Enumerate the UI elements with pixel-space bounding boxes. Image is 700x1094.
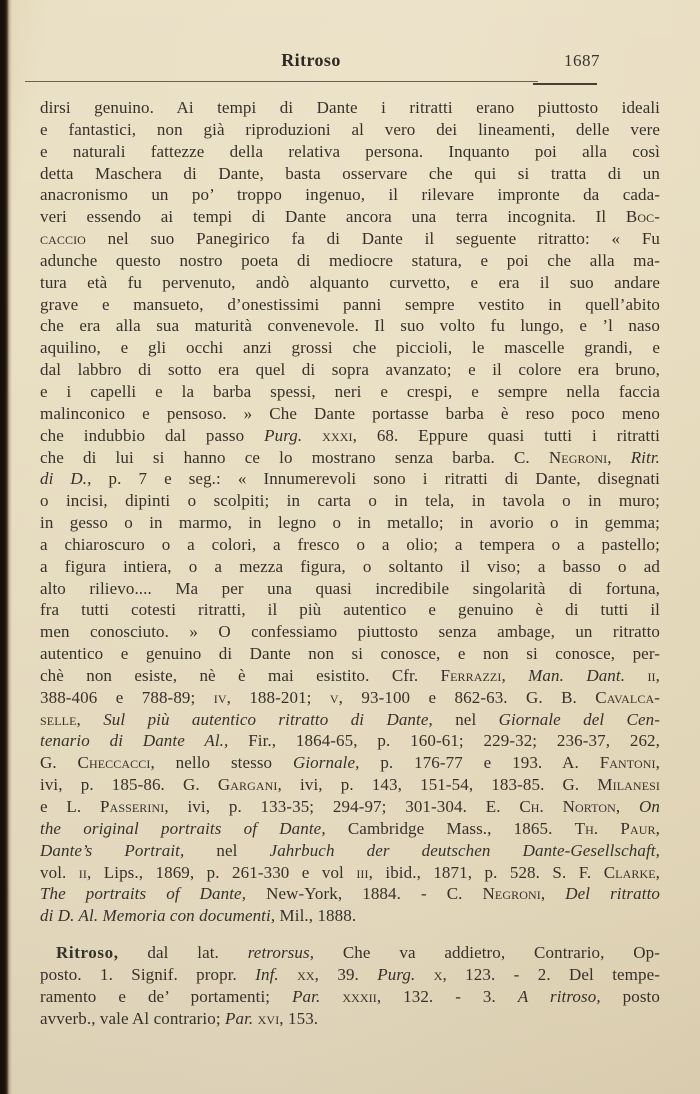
text-line — [40, 840, 660, 862]
text-line — [40, 796, 660, 818]
text-segment: p. 7 e seg.: « Innumerevoli sono i ritratti di Dante, disegnati — [91, 469, 660, 489]
text-segment: Milanesi — [597, 775, 660, 795]
text-line — [40, 119, 660, 141]
text-line — [40, 665, 660, 687]
text-segment: Fantoni — [599, 753, 656, 773]
text-segment: , — [655, 818, 660, 838]
page-binding-edge — [0, 0, 12, 1094]
page-number: 1687 — [564, 51, 600, 70]
text-segment: adunche questo nostro poeta di mediocre statura, e poi che alla ma- — [40, 250, 660, 270]
text-segment: , — [615, 797, 640, 816]
text-segment: men conosciuto. » O confessiamo piuttosto senza ambage, un ritratto — [40, 622, 660, 642]
text-segment: Par. — [292, 986, 321, 1006]
text-segment: xxxi — [322, 425, 353, 445]
text-line — [40, 774, 660, 796]
text-segment: , ivi, p. 143, 151-54, 183-85. G. — [277, 775, 598, 795]
text-segment — [279, 965, 297, 984]
text-line — [40, 752, 660, 774]
text-segment: , 93-100 e 862-63. G. B. — [338, 687, 596, 707]
text-segment: nel — [184, 840, 270, 860]
text-segment: e L. — [40, 797, 100, 816]
text-segment: , — [655, 753, 660, 773]
text-segment: iii — [356, 862, 369, 882]
text-line — [40, 643, 660, 665]
text-segment: Giornale del Cen- — [498, 709, 660, 729]
text-segment: Ferrazzi — [440, 665, 502, 685]
header-rule-segment — [533, 83, 597, 85]
text-segment: dal labbro di sotto era quel di sopra avanzato; e il colore era bruno, — [40, 360, 660, 380]
text-line — [40, 141, 660, 163]
text-segment: , 188-201; — [226, 687, 330, 707]
text-segment: Ritr. — [630, 447, 661, 467]
paragraph — [40, 97, 660, 927]
text-line — [40, 403, 660, 425]
text-line — [40, 315, 660, 337]
text-segment: selle — [40, 709, 77, 729]
text-segment — [320, 987, 342, 1006]
text-segment: grave e mansueto, d’onestissimi panni sempre vestito in quell’abito — [40, 294, 660, 314]
text-segment: Negroni — [548, 447, 608, 467]
text-segment: , — [540, 884, 566, 904]
text-segment: dirsi genuino. Ai tempi di Dante i ritratti erano piuttosto ideali — [40, 98, 660, 117]
text-segment: che indubbio dal passo — [40, 425, 265, 445]
text-segment: Dante’s Portrait, — [40, 840, 185, 860]
text-line — [40, 294, 660, 316]
text-segment: G. — [40, 753, 78, 773]
paragraph — [40, 942, 660, 1029]
text-segment: ii — [78, 862, 87, 882]
text-line — [40, 490, 660, 512]
text-segment: Ch. Norton — [519, 797, 616, 816]
text-segment: Purg. — [377, 964, 416, 984]
text-line — [40, 621, 660, 643]
text-segment: 388-406 e 788-89; — [40, 687, 214, 707]
text-segment: nel — [432, 709, 499, 729]
text-segment: Che va addietro, Contrario, Op- — [314, 943, 661, 963]
text-segment: e naturali fattezze della relativa persona. Inquanto poi alla così — [40, 141, 660, 161]
text-segment: Cavalca- — [595, 687, 660, 707]
text-segment: Mil., 1888. — [275, 906, 357, 926]
text-line — [40, 964, 660, 986]
text-segment: , ivi, p. 133-35; 294-97; 301-304. E. — [164, 797, 520, 816]
text-line — [40, 986, 660, 1008]
text-segment: alto rilievo.... Ma per una quasi incredibile singolarità di fortuna, — [40, 578, 660, 598]
text-segment: autentico e genuino di Dante non si conosce, e non si conosce, per- — [40, 644, 660, 664]
text-segment: Gargani — [217, 775, 278, 795]
text-segment: Negroni — [482, 884, 541, 904]
page-text — [40, 97, 660, 1029]
text-line — [40, 862, 660, 884]
text-line — [40, 942, 660, 964]
text-line — [40, 556, 660, 578]
text-line — [40, 97, 660, 119]
text-segment: , 68. Eppure quasi tutti i ritratti — [352, 425, 661, 445]
text-segment: a figura intiera, o a mezza figura, o soltanto il viso; a basso o ad — [40, 556, 660, 576]
text-segment: On — [639, 797, 660, 816]
text-segment: nel suo Panegirico fa di Dante il seguente ritratto: « Fu — [85, 229, 660, 249]
text-line — [40, 578, 660, 600]
text-line — [40, 709, 660, 731]
text-segment: xx — [297, 964, 315, 984]
text-line — [40, 337, 660, 359]
text-segment — [302, 426, 322, 445]
text-line — [40, 599, 660, 621]
text-segment: Th. Paur — [574, 818, 656, 838]
text-segment: Del ritratto — [565, 884, 660, 904]
text-segment: Sul più autentico ritratto di Dante, — [103, 709, 433, 729]
text-segment: e fantastici, non già riproduzioni al vero dei lineamenti, delle vere — [40, 119, 660, 139]
text-line — [40, 250, 660, 272]
text-segment: posto. 1. Signif. propr. — [40, 964, 256, 984]
text-line — [40, 272, 660, 294]
text-segment: in gesso o in marmo, in legno o in metallo; in avorio o in gemma; — [40, 513, 660, 533]
text-segment: chè non esiste, nè è mai esistito. Cfr. — [40, 665, 441, 685]
text-segment — [415, 965, 433, 984]
text-segment: ramento e de’ portamenti; — [40, 986, 293, 1006]
text-segment: , — [655, 862, 660, 882]
text-segment — [625, 666, 647, 685]
text-segment: Purg. — [264, 425, 303, 445]
text-segment: Inf. — [255, 964, 279, 984]
text-segment: veri essendo ai tempi di Dante ancora una terra incognita. Il — [40, 207, 626, 227]
text-line — [40, 184, 660, 206]
text-segment: a chiaroscuro o a colori, a fresco o a olio; a tempera o a pastello; — [40, 534, 660, 554]
text-line — [40, 534, 660, 556]
text-segment: New-York, 1884. - C. — [246, 884, 483, 904]
text-segment: , 132. - 3. — [376, 986, 518, 1006]
text-segment: malinconico e pensoso. » Che Dante portasse barba è reso poco meno — [40, 403, 660, 423]
text-segment: fra tutti cotesti ritratti, il più autentico e genuino è di tutti il — [40, 600, 660, 620]
text-line — [40, 687, 660, 709]
text-segment: Fir., 1864-65, p. 160-61; 229-32; 236-37, 262, — [228, 731, 660, 751]
text-segment: che di lui si hanno ce lo mostrano senza barba. C. — [40, 447, 549, 467]
text-segment: Passerini — [100, 797, 165, 816]
text-segment: che era alla sua maturità convenevole. Il suo volto fu lungo, e ’l naso — [40, 316, 660, 336]
text-segment: Boc- — [625, 207, 660, 227]
text-segment: ivi, p. 185-86. G. — [40, 775, 218, 795]
text-segment: tura età fu pervenuto, andò alquanto curvetto, e era il suo andare — [40, 272, 660, 292]
text-line — [40, 359, 660, 381]
text-line — [40, 1008, 660, 1030]
text-segment: tenario di Dante Al., — [40, 731, 229, 751]
text-segment: Man. Dant. — [528, 665, 626, 685]
text-line — [40, 228, 660, 250]
text-segment: avverb., vale Al contrario; — [40, 1008, 226, 1028]
text-segment: , 39. — [314, 964, 378, 984]
text-segment: p. 176-77 e 193. A. — [359, 753, 600, 773]
text-segment: detta Maschera di Dante, basta osservare che qui si tratta di un — [40, 163, 660, 183]
text-segment: retrorsus, — [247, 943, 315, 963]
text-line — [40, 730, 660, 752]
text-segment: anacronismo un po’ troppo ingenuo, il rilevare impronte da cada- — [40, 185, 660, 205]
text-segment: o incisi, dipinti o scolpiti; in carta o in tela, in tavola o in muro; — [40, 491, 660, 511]
text-segment: Ritroso, — [56, 943, 119, 963]
text-segment: , ibid., 1871, p. 528. S. F. — [368, 862, 604, 882]
text-line — [40, 468, 660, 490]
text-segment: v — [329, 687, 339, 707]
text-segment: , nello stesso — [150, 753, 293, 773]
text-segment: Jahrbuch der deutschen Dante-Gesellschaft, — [269, 840, 660, 860]
text-segment: di D. Al. Memoria con documenti, — [40, 906, 276, 926]
text-segment: aquilino, e gli occhi anzi grossi che piccioli, le mascelle grandi, e — [40, 338, 660, 358]
text-segment: , — [607, 447, 631, 467]
text-segment: , — [501, 665, 529, 685]
text-line — [40, 905, 660, 927]
text-line — [40, 425, 660, 447]
text-segment: , 123. - 2. Del tempe- — [442, 964, 660, 984]
text-segment: A ritroso, — [517, 986, 601, 1006]
text-segment: the original portraits of Dante, — [40, 818, 326, 838]
text-segment: , — [76, 709, 104, 729]
text-segment: xxxii — [342, 986, 377, 1006]
text-segment: iv — [213, 687, 227, 707]
text-segment: Giornale, — [292, 753, 360, 773]
text-line — [40, 206, 660, 228]
text-segment: , — [655, 665, 660, 685]
text-segment: caccio — [40, 229, 86, 249]
text-segment: posto — [600, 986, 660, 1006]
text-segment: vol. — [40, 862, 79, 882]
text-segment: , 153. — [279, 1008, 319, 1028]
text-segment: Cambridge Mass., 1865. — [325, 818, 575, 838]
text-segment: Par. — [225, 1008, 254, 1028]
text-segment: di D., — [40, 469, 92, 489]
text-segment: xvi — [257, 1008, 280, 1028]
text-line — [40, 883, 660, 905]
text-line — [40, 818, 660, 840]
text-segment: e i capelli e la barba spessi, neri e crespi, e sempre nella faccia — [40, 381, 660, 401]
text-segment: Checcacci — [77, 753, 151, 773]
text-segment: dal lat. — [118, 943, 248, 963]
header-rule — [25, 81, 538, 82]
text-segment: The portraits of Dante, — [40, 884, 247, 904]
text-line — [40, 381, 660, 403]
text-segment: ii — [647, 665, 656, 685]
text-segment: Clarke — [603, 862, 656, 882]
text-line — [40, 163, 660, 185]
running-header-title: Ritroso — [281, 50, 341, 70]
text-line — [40, 447, 660, 469]
text-segment: , Lips., 1869, p. 261-330 e vol — [87, 862, 357, 882]
text-segment: x — [433, 964, 443, 984]
text-line — [40, 512, 660, 534]
